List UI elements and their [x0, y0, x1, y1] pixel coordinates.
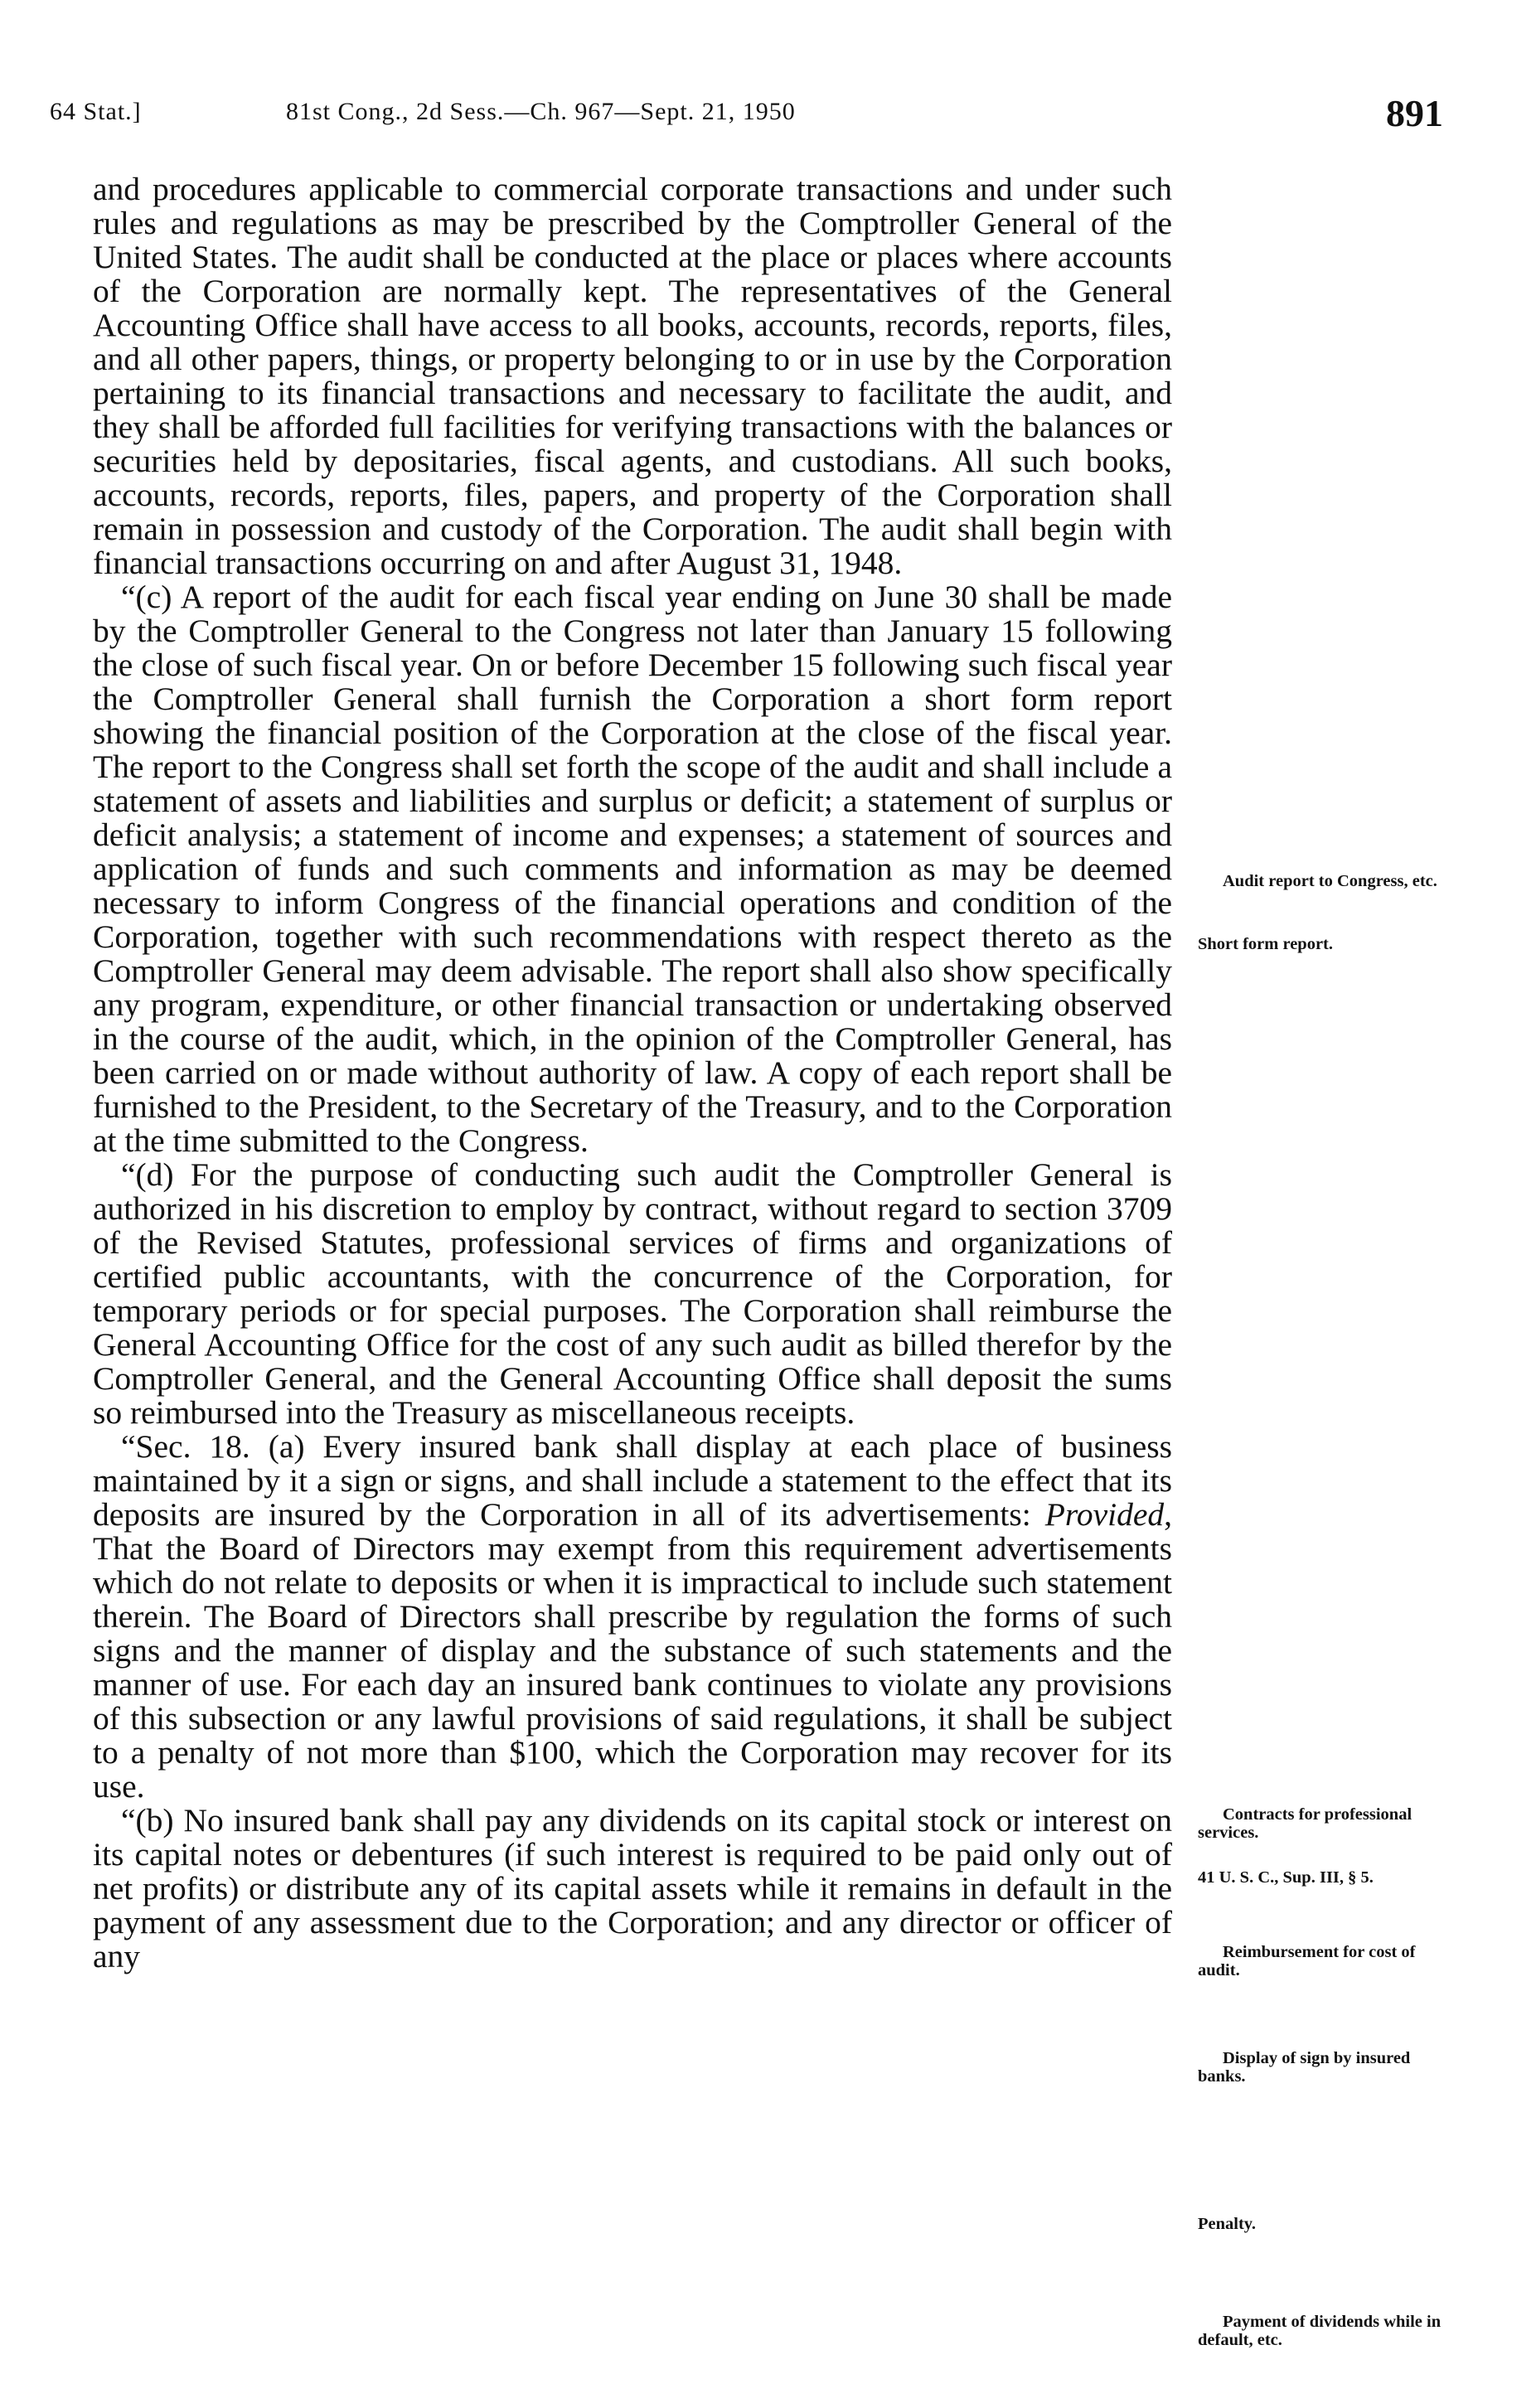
note-audit-report: Audit report to Congress, etc.: [1223, 872, 1437, 890]
paragraph-subsection-d: “(d) For the purpose of conducting such audit the Comptroller General is authorized in his discretion to employ by contract, without regard to section 3709 of the Revised Statutes, professional services of firms and organizations of certified public accountants, with the concurrence of the Corporation, for temporary periods or for special purposes. The Corporation shall reimburse the General Accounting Office for the cost of any such audit as billed therefor by the Comptroller General, and the General Accounting Office shall deposit the sums so reimbursed into the Treasury as miscellaneous receipts.: [93, 1156, 1172, 1431]
sec18-text-after: , That the Board of Directors may exempt from this requirement advertisements which do not relate to deposits or when it is impractical to include such statement therein. The Board of Directors shall prescribe by regulation the forms of such signs and the manner of display and the substance of such statements and the manner of use. For each day an insured bank continues to violate any provisions of this subsection or any lawful provisions of said regulations, it shall be subject to a penalty of not more than $100, which the Corporation may recover for its use.: [93, 1496, 1172, 1805]
sec18-text-before: “Sec. 18. (a) Every insured bank shall display at each place of business maintained by it a sign or signs, and shall include a statement to the effect that its deposits are insured by the Corporation in all of its advertisements:: [93, 1428, 1172, 1533]
note-usc: 41 U. S. C., Sup. III, § 5.: [1198, 1868, 1374, 1887]
paragraph-section-18b: “(b) No insured bank shall pay any dividends on its capital stock or interest on its capital notes or debentures (if such interest is required to be paid only out of net profits) or distribute any of its capital assets while it remains in default in the payment of any assessment due to the Corporation; and any director or officer of any: [93, 1802, 1172, 1974]
note-penalty: Penalty.: [1198, 2215, 1257, 2233]
provided-italic: Provided: [1044, 1496, 1165, 1533]
note-dividends: Payment of dividends while in default, etc.: [1198, 2313, 1442, 2349]
page-header: [50, 92, 1443, 148]
note-short-form: Short form report.: [1198, 935, 1334, 953]
statute-volume: 64 Stat.]: [50, 98, 142, 125]
note-contracts: Contracts for professional services.: [1198, 1805, 1412, 1842]
note-reimbursement: Reimbursement for cost of audit.: [1198, 1943, 1416, 1979]
paragraph-subsection-c: “(c) A report of the audit for each fiscal year ending on June 30 shall be made by the Comptroller General to the Congress not later than January 15 following the close of such fiscal year. On or before December 15 following such fiscal year the Comptroller General shall furnish the Corporation a short form report showing the financial position of the Corporation at the close of the fiscal year. The report to the Congress shall set forth the scope of the audit and shall include a statement of assets and liabilities and surplus or deficit; a statement of surplus or deficit analysis; a statement of income and expenses; a statement of sources and application of funds and such comments and information as may be deemed necessary to inform Congress of the financial operations and condition of the Corporation, together with such recommendations with respect thereto as the Comptroller General may deem advisable. The report shall also show specifically any program, expenditure, or other financial transaction or undertaking observed in the course of the audit, which, in the opinion of the Comptroller General, has been carried on or made without authority of law. A copy of each report shall be furnished to the President, to the Secretary of the Treasury, and to the Corporation at the time submitted to the Congress.: [93, 579, 1172, 1159]
running-head: 81st Cong., 2d Sess.—Ch. 967—Sept. 21, 1950: [286, 98, 796, 125]
paragraph-audit-access: and procedures applicable to commercial corporate transactions and under such rules and regulations as may be prescribed by the Comptroller General of the United States. The audit shall be conducted at the place or places where accounts of the Corporation are normally kept. The representatives of the General Accounting Office shall have access to all books, accounts, records, reports, files, and all other papers, things, or property belonging to or in use by the Corporation pertaining to its financial transactions and necessary to facilitate the audit, and they shall be afforded full facilities for verifying transactions with the balances or securities held by depositaries, fiscal agents, and custodians. All such books, accounts, records, reports, files, papers, and property of the Corporation shall remain in possession and custody of the Corporation. The audit shall begin with financial transactions occurring on and after August 31, 1948.: [93, 171, 1172, 581]
paragraph-section-18a: [93, 1430, 1172, 1804]
statute-body: [93, 172, 1172, 1974]
note-display-sign: Display of sign by insured banks.: [1198, 2049, 1411, 2086]
page-number: 891: [1386, 92, 1443, 134]
